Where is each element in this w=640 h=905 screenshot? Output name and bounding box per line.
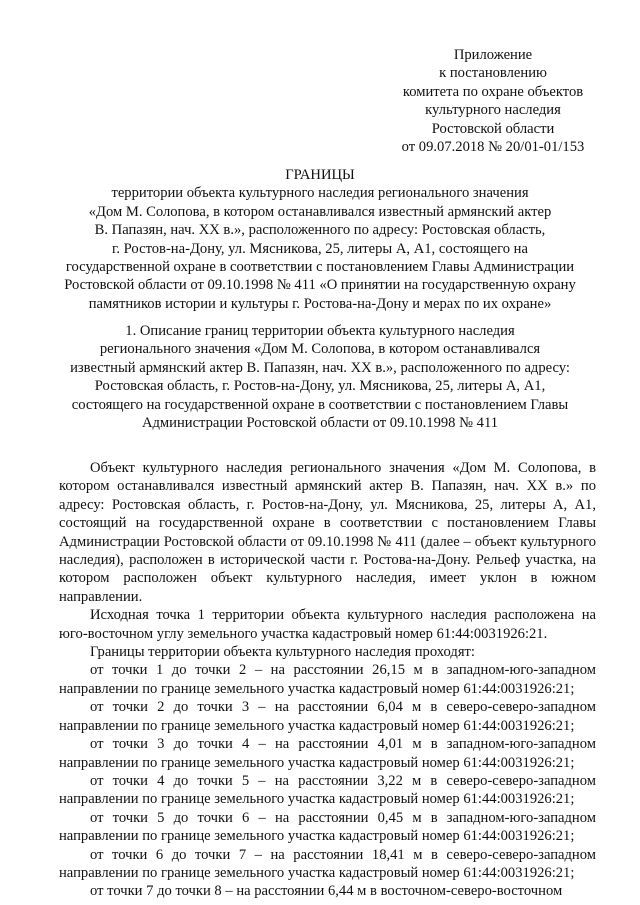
appendix-line: Ростовской области	[431, 120, 555, 137]
appendix-line: к постановлению	[439, 65, 547, 82]
title-heading: ГРАНИЦЫ	[285, 167, 355, 183]
section-line: 1. Описание границ территории объекта культурного наследия	[125, 323, 515, 339]
title-line: В. Папазян, нач. XX в.», расположенного по адресу: Ростовская область,	[94, 222, 546, 239]
appendix-line: Приложение	[453, 47, 533, 63]
appendix-line: культурного наследия	[425, 102, 561, 119]
section-line: состоящего на государственной охране в соответствии с постановлением Главы	[71, 396, 569, 413]
document-title	[56, 166, 584, 313]
title-line: государственной охране в соответствии с постановлением Главы Администрации	[65, 259, 575, 276]
title-line: территории объекта культурного наследия регионального значения	[111, 185, 529, 202]
boundary-segment: от точки 2 до точки 3 – на расстоянии 6,04 м в северо-северо-западном направлении по границе земельного участка кадастровый номер 61:44:0031926:21;	[59, 699, 596, 734]
section-line: известный армянский актер В. Папазян, нач. XX в.», расположенного по адресу:	[70, 359, 570, 376]
appendix-block	[388, 46, 598, 156]
body-text	[59, 459, 596, 901]
title-line: г. Ростов-на-Дону, ул. Мясникова, 25, литеры А, А1, состоящего на	[112, 240, 528, 257]
boundary-segment: от точки 7 до точки 8 – на расстоянии 6,44 м в восточном-северо-восточном	[90, 883, 563, 900]
appendix-line: от 09.07.2018 № 20/01-01/153	[401, 139, 585, 156]
body-paragraph: Исходная точка 1 территории объекта культурного наследия расположена на юго-восточном углу земельного участка кадастровый номер 61:44:0031926:21.	[59, 607, 596, 642]
section-line: Администрации Ростовской области от 09.10.1998 № 411	[141, 415, 499, 432]
boundary-segment: от точки 1 до точки 2 – на расстоянии 26,15 м в западном-юго-западном направлении по границе земельного участка кадастровый номер 61:44:0031926:21;	[59, 662, 596, 697]
title-line: Ростовской области от 09.10.1998 № 411 «О принятии на государственную охрану	[64, 277, 576, 294]
title-line: памятников истории и культуры г. Ростова-на-Дону и мерах по их охране»	[88, 295, 552, 312]
title-line: «Дом М. Солопова, в котором останавливался известный армянский актер	[88, 203, 552, 220]
boundary-segment: от точки 3 до точки 4 – на расстоянии 4,01 м в западном-юго-западном направлении по границе земельного участка кадастровый номер 61:44:0031926:21;	[59, 736, 596, 771]
body-paragraph: Границы территории объекта культурного наследия проходят:	[90, 644, 475, 661]
section-line: Ростовская область, г. Ростов-на-Дону, ул. Мясникова, 25, литеры А, А1,	[94, 378, 546, 395]
boundary-segment: от точки 5 до точки 6 – на расстоянии 0,45 м в западном-юго-западном направлении по границе земельного участка кадастровый номер 61:44:0031926:21;	[59, 809, 596, 845]
appendix-line: комитета по охране объектов	[402, 83, 584, 100]
boundary-segment: от точки 4 до точки 5 – на расстоянии 3,22 м в северо-северо-западном направлении по границе земельного участка кадастровый номер 61:44:0031926:21;	[59, 772, 596, 808]
section-1-heading	[56, 322, 584, 432]
boundary-segment: от точки 6 до точки 7 – на расстоянии 18,41 м в северо-северо-западном направлении по границе земельного участка кадастровый номер 61:44:0031926:21;	[59, 846, 596, 881]
body-paragraph: Объект культурного наследия регионального значения «Дом М. Солопова, в котором останавливался известный армянский актер В. Папазян, нач. XX в.» по адресу: Ростовская область, г. Ростов-на-Дону, ул. Мясникова, 25, литеры А, А1, состоящий на государственной охране в соответствии с постановлением Главы Администрации Ростовской области от 09.10.1998 № 411 (далее – объект культурного наследия), расположен в исторической части г. Ростова-на-Дону. Рельеф участка, на котором расположен объект культурного наследия, имеет уклон в южном направлении.	[59, 460, 596, 605]
section-line: регионального значения «Дом М. Солопова, в котором останавливался	[99, 341, 541, 358]
